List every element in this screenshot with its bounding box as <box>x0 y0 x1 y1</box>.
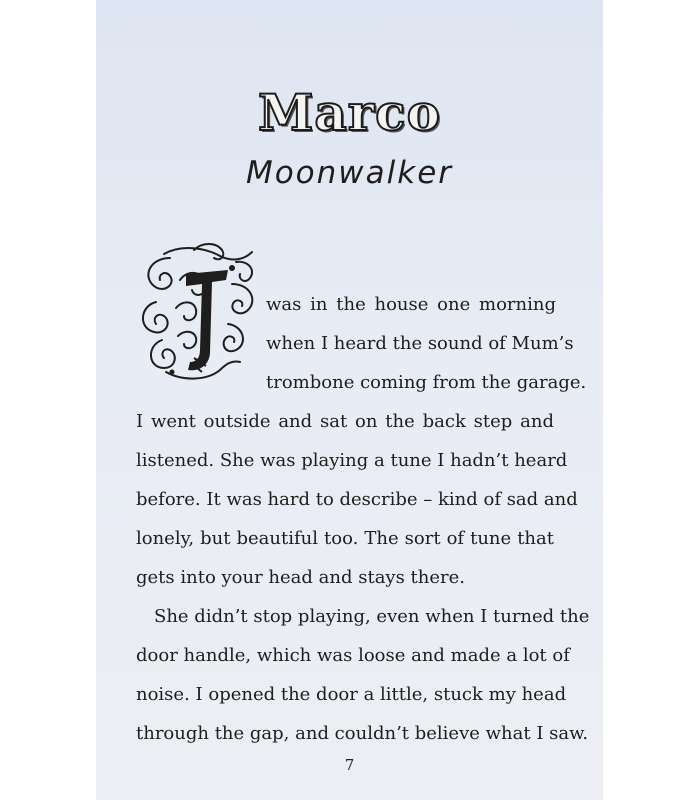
text-line: trombone coming from the garage. <box>266 372 587 393</box>
text-line: door handle, which was loose and made a lot of <box>136 645 570 666</box>
text-line: gets into your head and stays there. <box>136 567 466 588</box>
chapter-subtitle: Moonwalker <box>245 155 454 191</box>
text-line: before. It was hard to describe – kind of sad and <box>136 489 578 510</box>
text-line: lonely, but beautiful too. The sort of tune that <box>136 528 554 549</box>
ornate-dropcap-i <box>136 240 264 390</box>
text-line: when I heard the sound of Mum’s <box>266 333 574 354</box>
text-line: I went outside and sat on the back step and <box>136 411 554 432</box>
text-line: She didn’t stop playing, even when I turned the <box>154 606 590 627</box>
page-number: 7 <box>344 756 355 774</box>
text-line: listened. She was playing a tune I hadn’t heard <box>136 450 568 471</box>
text-line: through the gap, and couldn’t believe what I saw. <box>136 723 589 744</box>
chapter-title: Marco <box>258 83 441 142</box>
text-line: noise. I opened the door a little, stuck my head <box>136 684 567 705</box>
text-line: was in the house one morning <box>266 294 556 315</box>
book-page <box>96 0 603 800</box>
